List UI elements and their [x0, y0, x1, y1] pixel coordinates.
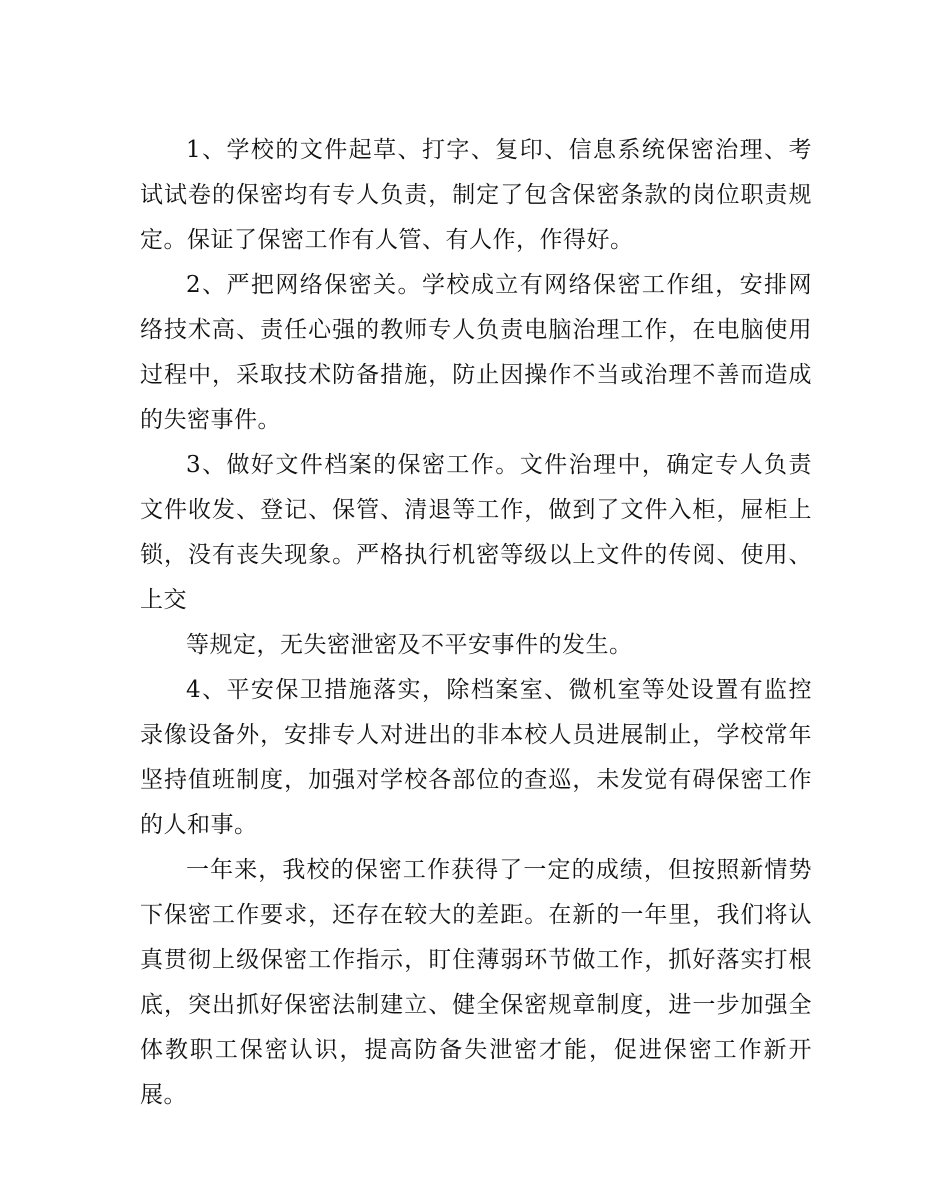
paragraph-summary: 一年来，我校的保密工作获得了一定的成绩，但按照新情势下保密工作要求，还存在较大的差距。在新的一年里，我们将认真贯彻上级保密工作指示，盯住薄弱环节做工作，抓好落实打根底，突出抓好保密法制建立、健全保密规章制度，进一步加强全体教职工保密认识，提高防备失泄密才能，促进保密工作新开展。 [140, 857, 812, 1108]
paragraph-3: 3、做好文件档案的保密工作。文件治理中，确定专人负责文件收发、登记、保管、清退等工作，做到了文件入柜，屉柜上锁，没有丧失现象。严格执行机密等级以上文件的传阅、使用、上交 [140, 452, 812, 613]
paragraph-2: 2、严把网络保密关。学校成立有网络保密工作组，安排网络技术高、责任心强的教师专人负责电脑治理工作，在电脑使用过程中，采取技术防备措施，防止因操作不当或治理不善而造成的失密事件。 [140, 272, 812, 433]
paragraph-1: 1、学校的文件起草、打字、复印、信息系统保密治理、考试试卷的保密均有专人负责，制定了包含保密条款的岗位职责规定。保证了保密工作有人管、有人作，作得好。 [140, 137, 812, 253]
document-body [140, 128, 812, 1118]
paragraph-3-continuation: 等规定，无失密泄密及不平安事件的发生。 [186, 632, 633, 658]
paragraph-4: 4、平安保卫措施落实，除档案室、微机室等处设置有监控录像设备外，安排专人对进出的非本校人员进展制止，学校常年坚持值班制度，加强对学校各部位的查巡，未发觉有碍保密工作的人和事。 [140, 677, 812, 838]
